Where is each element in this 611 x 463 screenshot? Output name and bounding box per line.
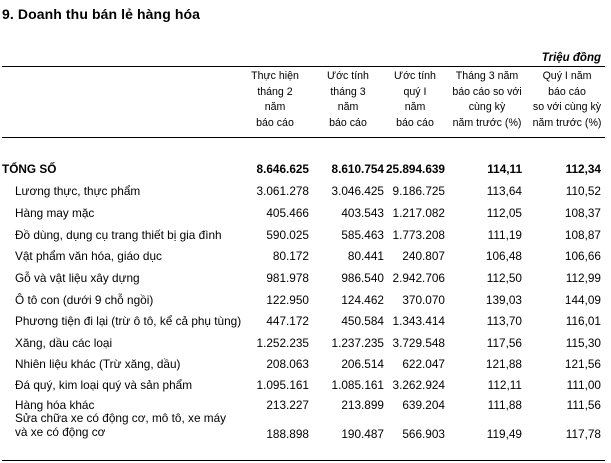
table-row: Xăng, dầu các loại 1.252.235 1.237.235 3.729.548 117,56 115,30 <box>15 336 601 350</box>
table-row: Phương tiện đi lại (trừ ô tô, kể cả phụ tùng) 447.172 450.584 1.343.414 113,70 116,01 <box>15 314 601 328</box>
column-header-uoc-tinh-quy-1: Ước tính quý I năm báo cáo <box>394 70 436 129</box>
header-top-rule <box>2 66 605 67</box>
document-title: 9. Doanh thu bán lẻ hàng hóa <box>2 6 201 22</box>
table-bottom-rule <box>2 460 605 461</box>
unit-label: Triệu đồng <box>541 52 601 64</box>
table-row: Đá quý, kim loại quý và sản phẩm 1.095.161 1.085.161 3.262.924 112,11 111,00 <box>15 378 601 392</box>
table-row-total: TỔNG SỐ 8.646.625 8.610.754 25.894.639 114,11 112,34 <box>2 162 601 176</box>
table-row: Hàng hóa khác 213.227 213.899 639.204 111,88 111,56 <box>15 398 601 412</box>
header-bottom-rule <box>2 137 605 138</box>
column-header-thuc-hien-thang-2: Thực hiện tháng 2 năm báo cáo <box>251 70 299 129</box>
table-row: Đồ dùng, dụng cụ trang thiết bị gia đình 590.025 585.463 1.773.208 111,19 108,87 <box>15 228 601 242</box>
table-row: Gỗ và vật liệu xây dựng 981.978 986.540 2.942.706 112,50 112,99 <box>15 271 601 285</box>
column-header-quy-1-so-cung-ky: Quý I năm báo cáo so với cùng kỳ năm trước (%) <box>532 70 602 129</box>
column-header-thang-3-so-cung-ky: Tháng 3 năm báo cáo so với cùng kỳ năm trước (%) <box>452 70 522 129</box>
table-row: Lương thực, thực phẩm 3.061.278 3.046.425 9.186.725 113,64 110,52 <box>15 184 601 198</box>
column-header-uoc-tinh-thang-3: Ước tính tháng 3 năm báo cáo <box>327 70 369 129</box>
table-row: Ô tô con (dưới 9 chỗ ngồi) 122.950 124.462 370.070 139,03 144,09 <box>15 293 601 307</box>
table-row: Hàng may mặc 405.466 403.543 1.217.082 112,05 108,37 <box>15 206 601 220</box>
table-row: Sửa chữa xe có động cơ, mô tô, xe máy và xe có động cơ 188.898 190.487 566.903 119,49 117,78 <box>15 411 601 441</box>
table-row: Nhiên liệu khác (Trừ xăng, dầu) 208.063 206.514 622.047 121,88 121,56 <box>15 357 601 371</box>
table-row: Vật phẩm văn hóa, giáo dục 80.172 80.441 240.807 106,48 106,66 <box>15 249 601 263</box>
